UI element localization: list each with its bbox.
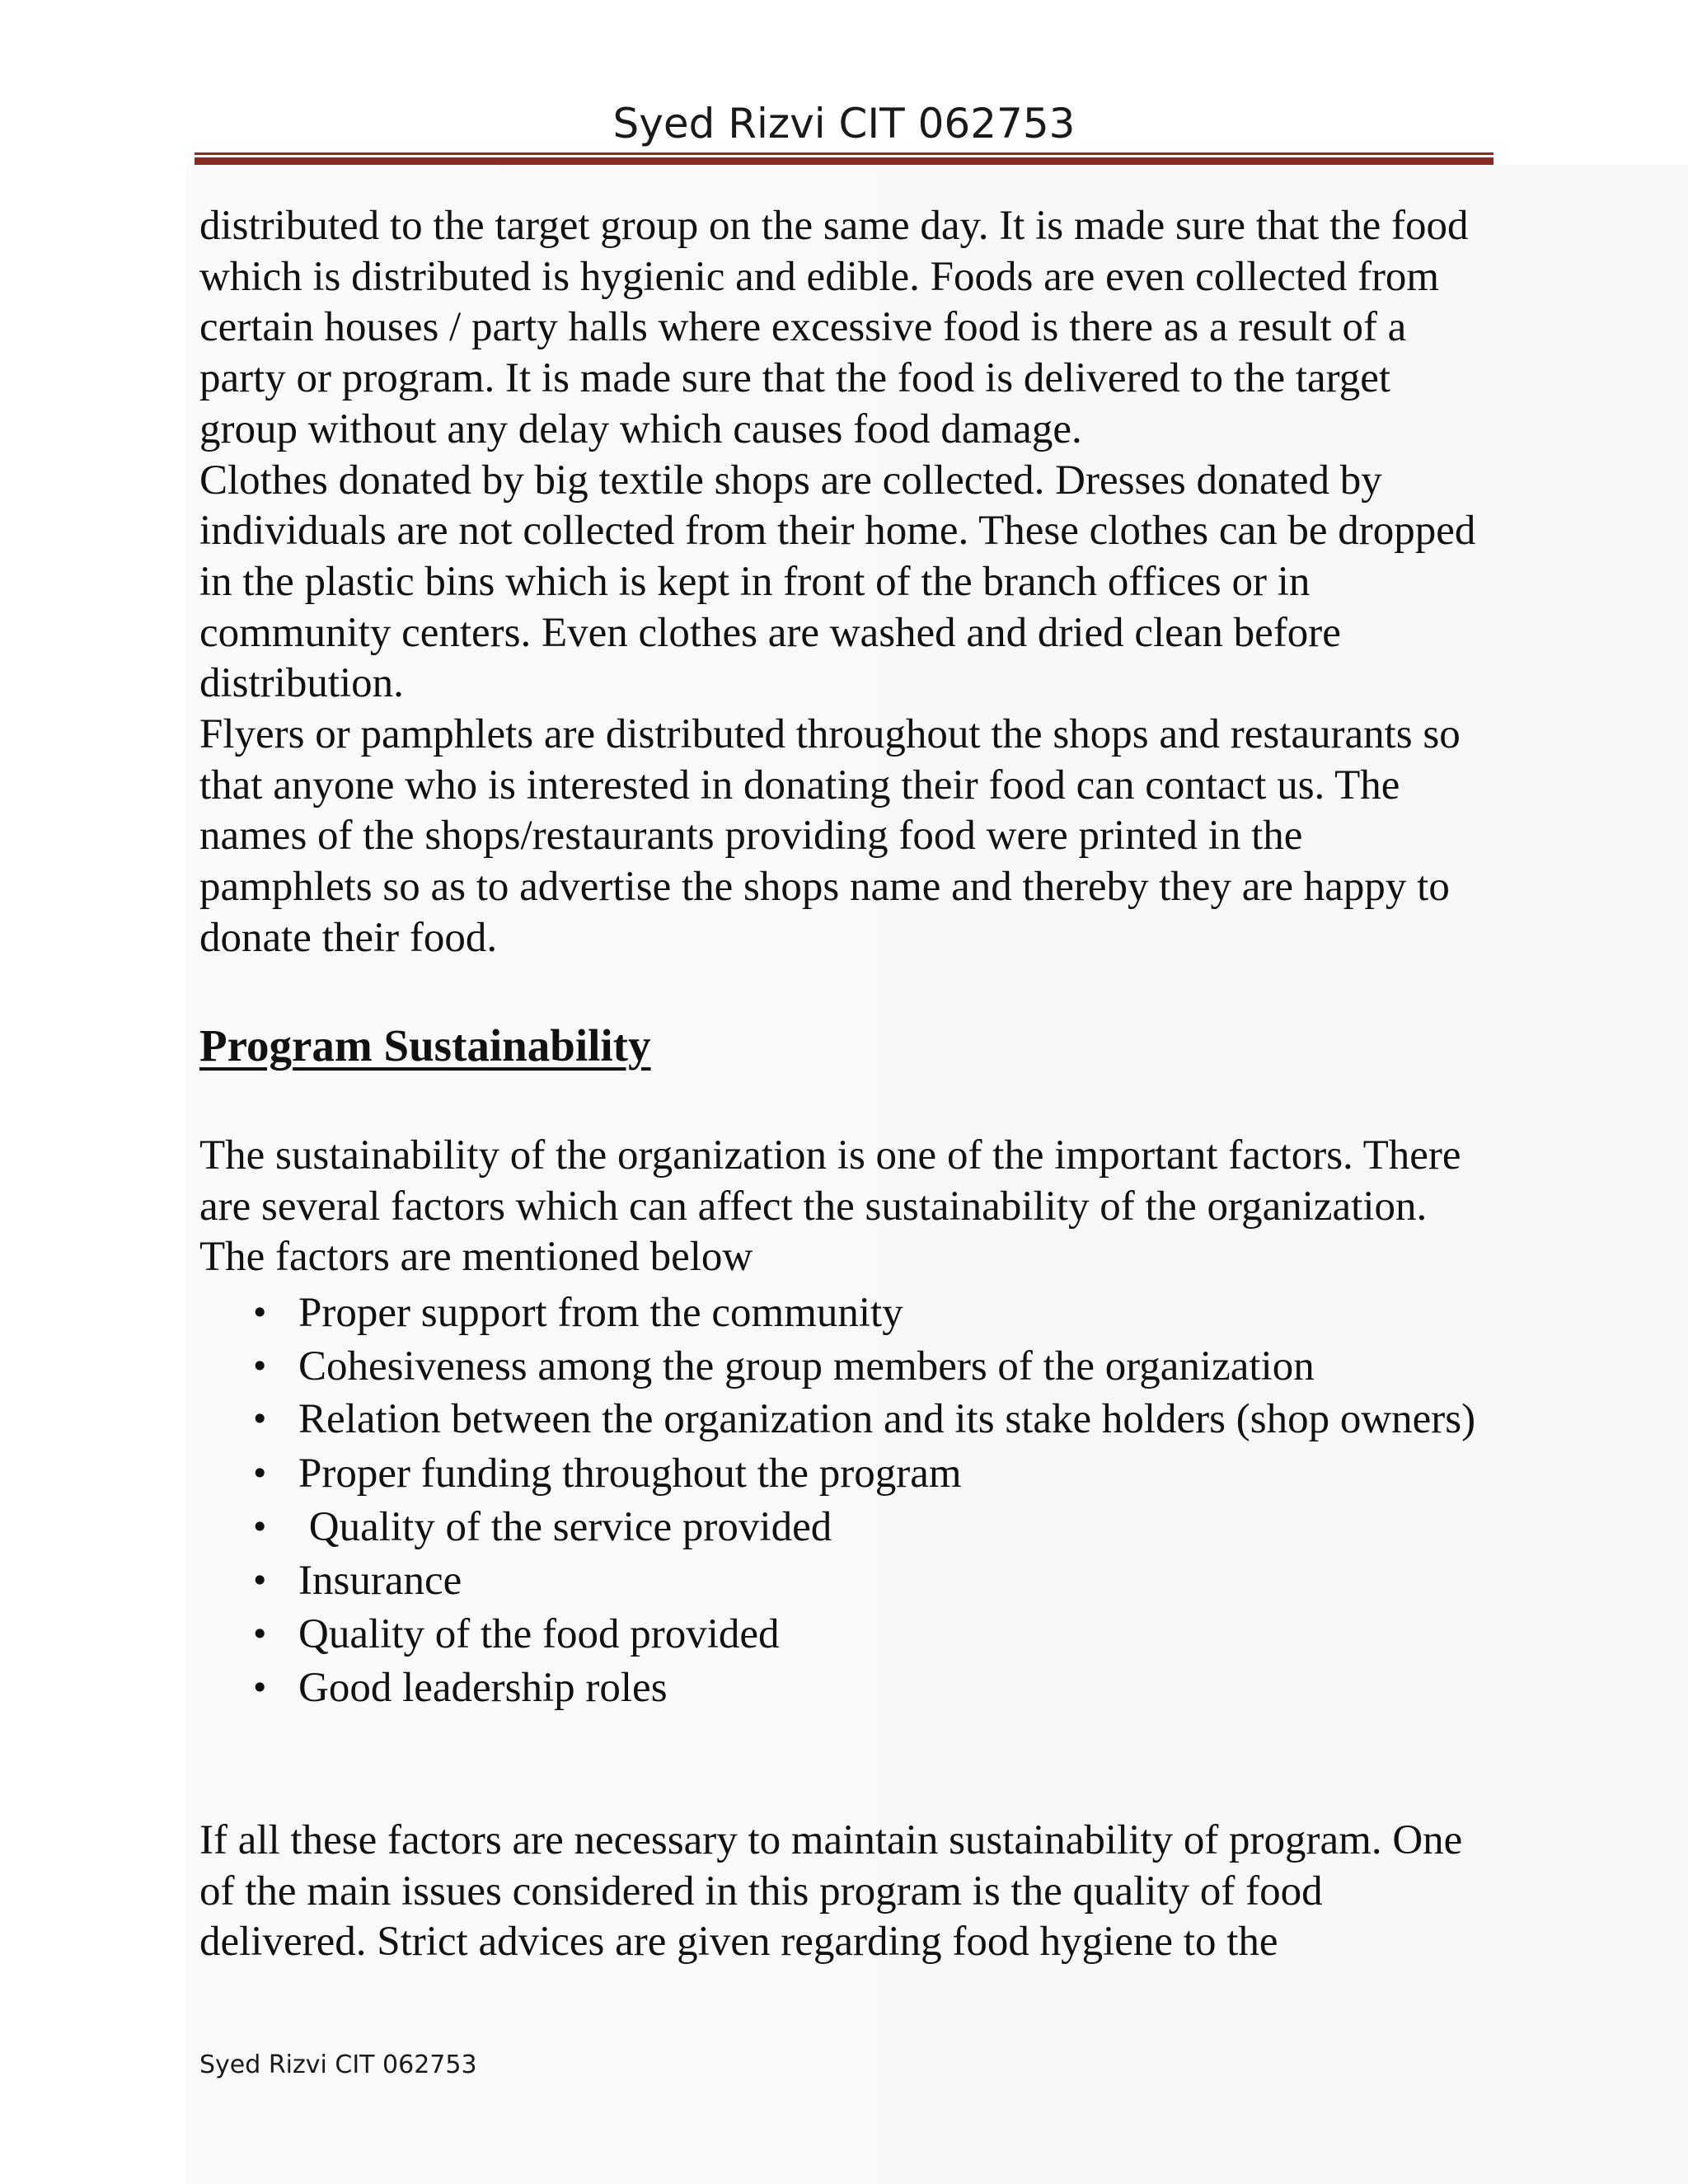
bullet-icon: • xyxy=(251,1509,270,1545)
section-heading: Program Sustainability xyxy=(199,1020,651,1071)
list-item-text: Proper funding throughout the program xyxy=(298,1451,962,1497)
paragraph-clothes-donation: Clothes donated by big textile shops are collected. Dresses donated by individuals are not collected from their home. These clothes can be dropped in the plastic bins which is kept in front of the branch offices or in community centers. Even clothes are washed and dried clean before distribution. xyxy=(199,457,1476,707)
bullet-icon: • xyxy=(251,1616,270,1652)
list-item-text: Good leadership roles xyxy=(298,1665,668,1711)
list-item xyxy=(199,1554,1485,1608)
header-divider-thick xyxy=(195,157,1493,165)
closing-paragraph: If all these factors are necessary to maintain sustainability of program. One of the main issues considered in this program is the quality of food delivered. Strict advices are given regarding food hygiene to the xyxy=(199,1817,1463,1966)
list-item-text: Cohesiveness among the group members of the organization xyxy=(298,1343,1315,1390)
list-item xyxy=(199,1340,1485,1394)
list-item xyxy=(199,1286,1485,1340)
page-footer: Syed Rizvi CIT 062753 xyxy=(199,2050,477,2079)
list-item-text: Quality of the food provided xyxy=(298,1611,780,1657)
list-item xyxy=(199,1608,1485,1661)
list-item-text: Quality of the service provided xyxy=(298,1504,832,1550)
bullet-icon: • xyxy=(251,1295,270,1331)
page-header-title: Syed Rizvi CIT 062753 xyxy=(612,100,1076,148)
list-item-text: Relation between the organization and its stake holders (shop owners) xyxy=(298,1396,1476,1442)
bullet-icon: • xyxy=(251,1348,270,1385)
bullet-icon: • xyxy=(251,1401,270,1437)
list-item-text: Insurance xyxy=(298,1558,462,1604)
list-item xyxy=(199,1661,1485,1715)
list-item-text: Proper support from the community xyxy=(298,1290,903,1336)
bullet-icon: • xyxy=(251,1670,270,1706)
body-paragraphs xyxy=(199,201,1485,964)
paragraph-food-distribution: distributed to the target group on the same day. It is made sure that the food which is distributed is hygienic and edible. Foods are even collected from certain houses / party halls where excessive food is there as a result of a party or program. It is made sure that the food is delivered to the target group without any delay which causes food damage. xyxy=(199,203,1469,452)
list-item xyxy=(199,1447,1485,1501)
bullet-icon: • xyxy=(251,1455,270,1492)
header-divider-thin xyxy=(195,152,1493,155)
list-item xyxy=(199,1501,1485,1554)
bullet-icon: • xyxy=(251,1563,270,1599)
paragraph-flyers: Flyers or pamphlets are distributed throughout the shops and restaurants so that anyone who is interested in donating their food can contact us. The names of the shops/restaurants providing food were printed in the pamphlets so as to advertise the shops name and thereby they are happy to donate their food. xyxy=(199,711,1461,961)
list-item xyxy=(199,1394,1485,1445)
section-intro-paragraph: The sustainability of the organization is one of the important factors. There are several factors which can affect the sustainability of the organization. The factors are mentioned below xyxy=(199,1132,1461,1281)
factors-list xyxy=(199,1286,1485,1715)
